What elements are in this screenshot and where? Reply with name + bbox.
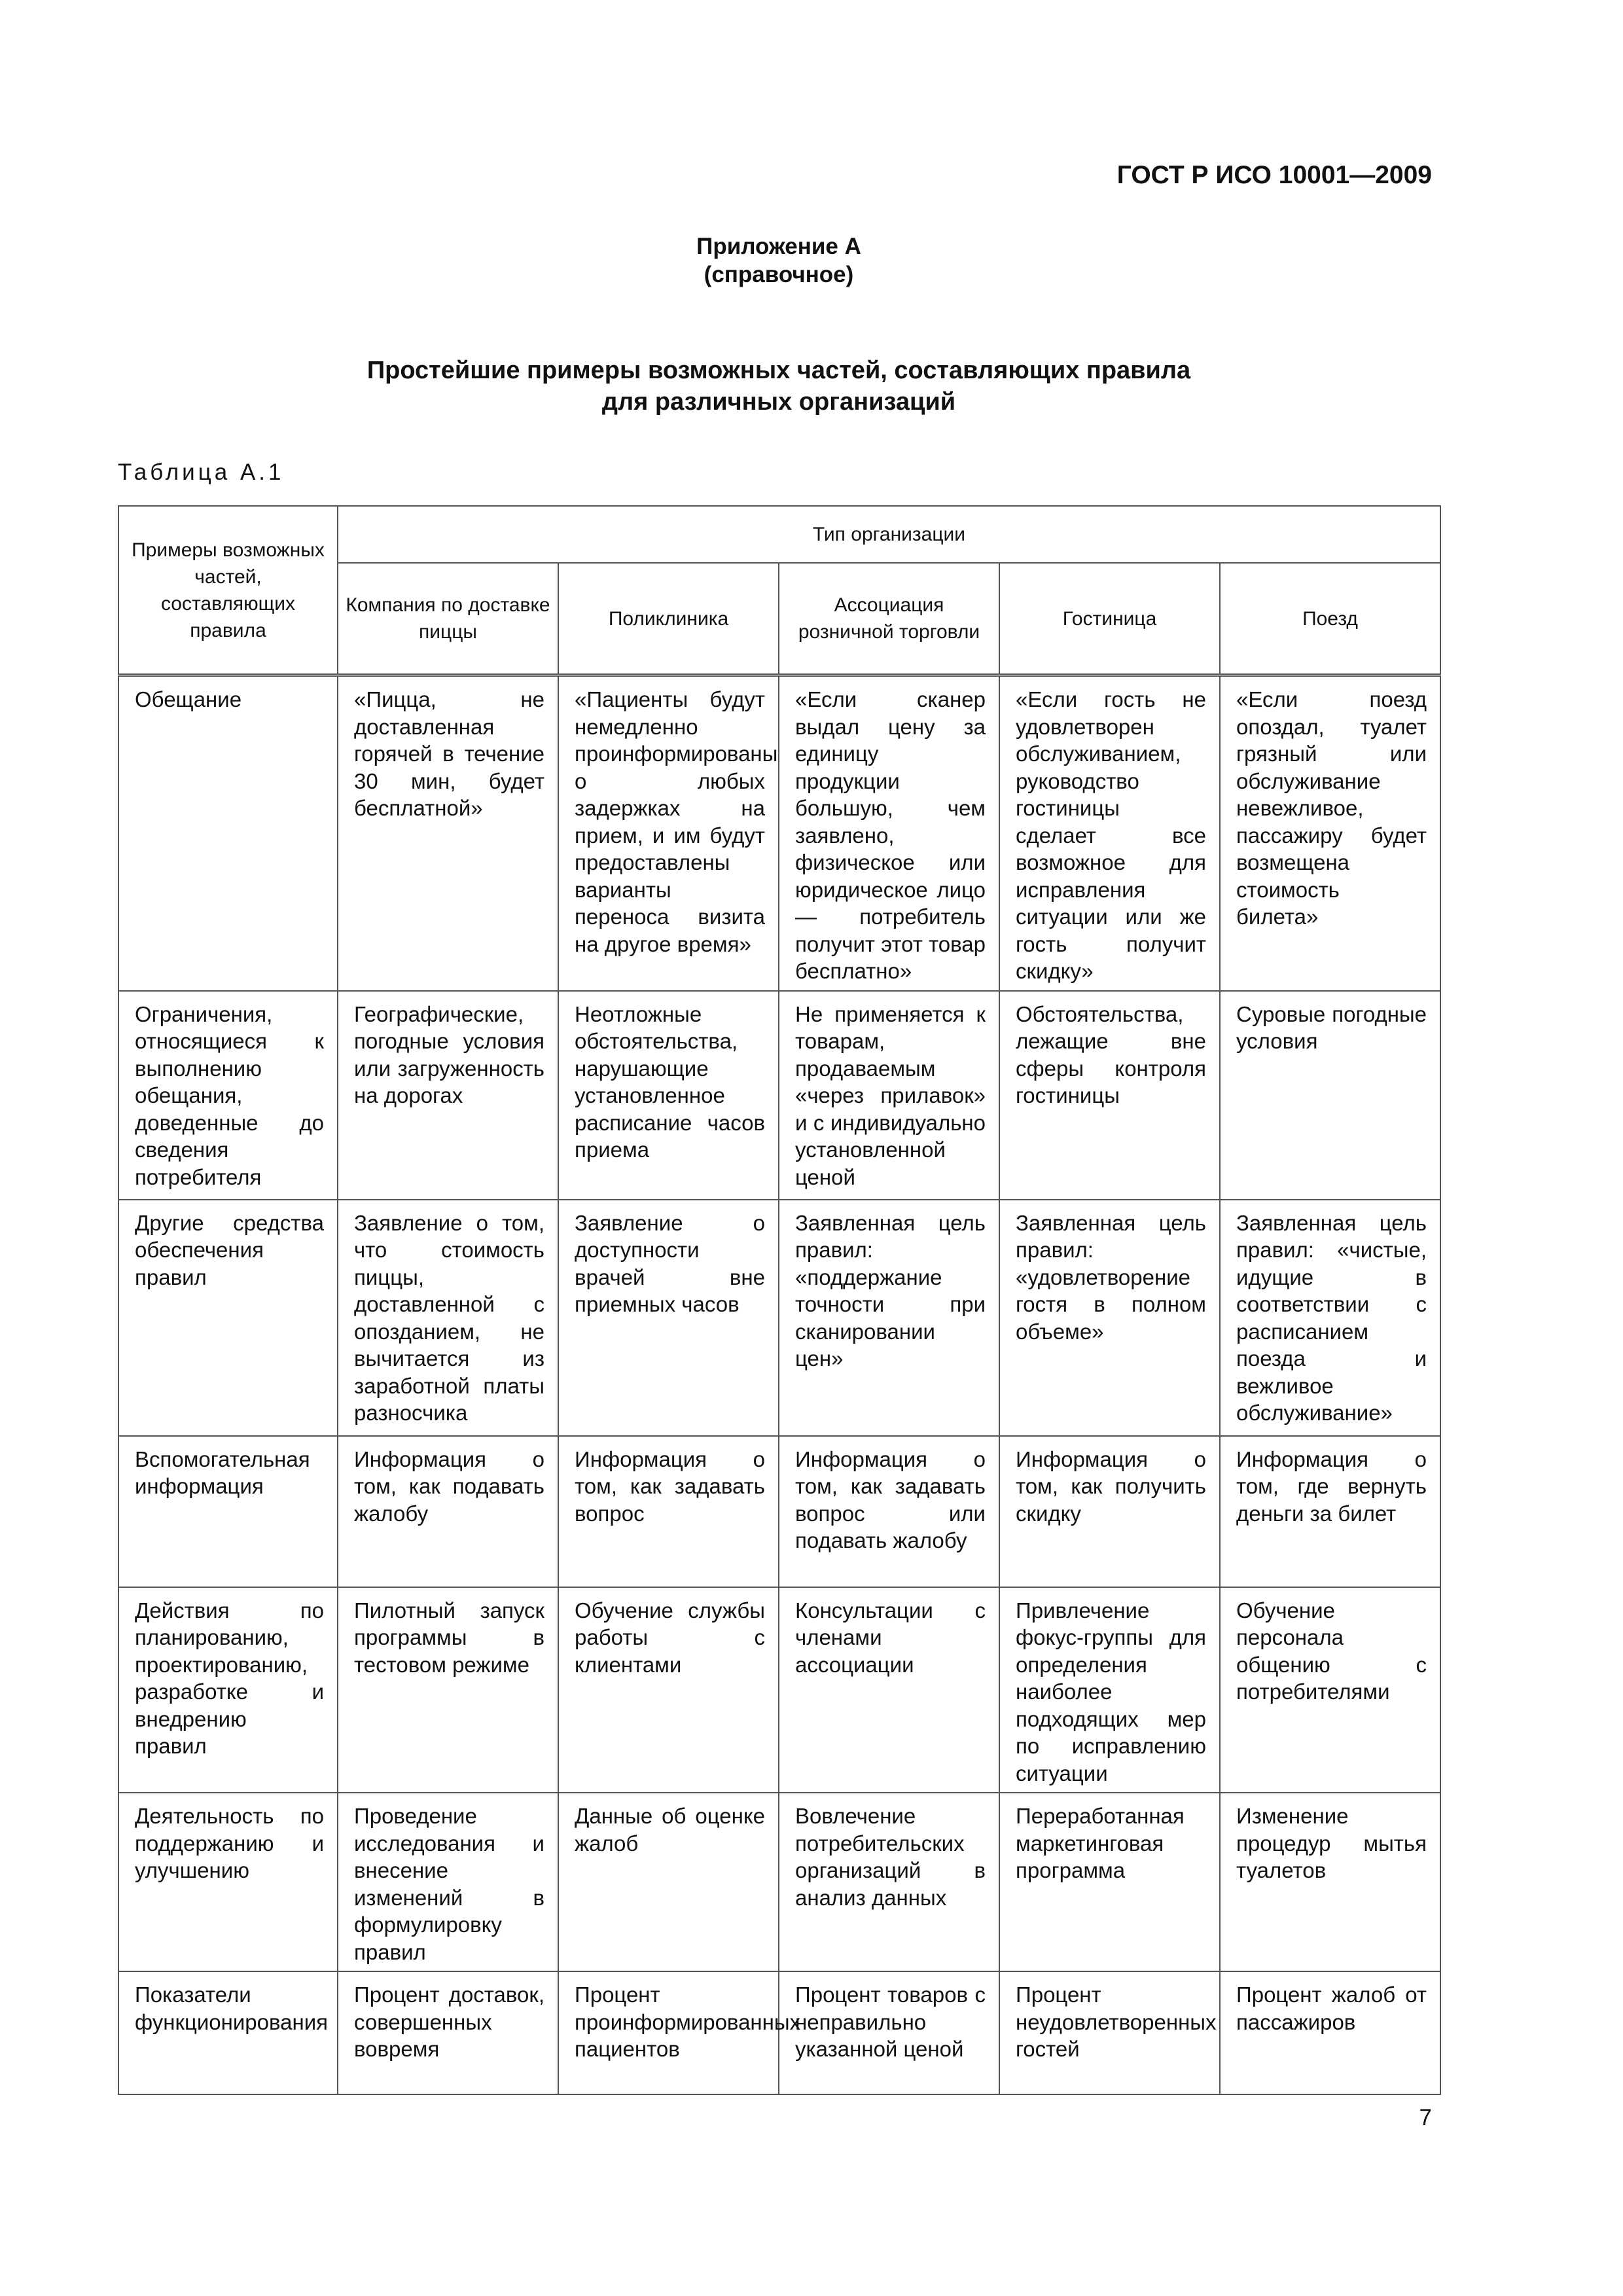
organization-rules-table bbox=[118, 505, 1441, 2095]
table-cell: Географические, погодные условия или загруженность на дорогах bbox=[338, 991, 558, 1200]
table-cell: Информация о том, как получить скидку bbox=[999, 1436, 1220, 1587]
table-row bbox=[118, 675, 1440, 991]
table-cell: Заявленная цель правил: «удовлетворение гостя в полном объеме» bbox=[999, 1200, 1220, 1436]
table-row bbox=[118, 1971, 1440, 2094]
table-cell: «Если поезд опоздал, туалет грязный или обслуживание невежливое, пассажиру будет возмещена стоимость билета» bbox=[1220, 675, 1440, 991]
table-cell: Заявление о доступности врачей вне приемных часов bbox=[558, 1200, 779, 1436]
table-cell: «Пациенты будут немедленно проинформированы о любых задержках на прием, и им будут предоставлены варианты переноса визита на другое время» bbox=[558, 675, 779, 991]
table-cell: Привлечение фокус-группы для определения наиболее подходящих мер по исправлению ситуации bbox=[999, 1587, 1220, 1793]
table-cell: Процент товаров с неправильно указанной ценой bbox=[779, 1971, 999, 2094]
row-header-cell: Примеры возможных частей, составляющих правила bbox=[118, 506, 338, 675]
row-label: Другие средства обеспечения правил bbox=[118, 1200, 338, 1436]
table-row bbox=[118, 1587, 1440, 1793]
column-header-hotel: Гостиница bbox=[999, 563, 1220, 675]
table-row bbox=[118, 1436, 1440, 1587]
table-cell: Не применяется к товарам, продаваемым «через прилавок» и с индивидуально установленной ценой bbox=[779, 991, 999, 1200]
table-cell: Проведение исследования и внесение изменений в формулировку правил bbox=[338, 1793, 558, 1971]
table-cell: Заявленная цель правил: «поддержание точности при сканировании цен» bbox=[779, 1200, 999, 1436]
table-cell: Информация о том, как подавать жалобу bbox=[338, 1436, 558, 1587]
table-cell: Заявленная цель правил: «чистые, идущие в соответствии с расписанием поезда и вежливое обслуживание» bbox=[1220, 1200, 1440, 1436]
table-cell: Данные об оценке жалоб bbox=[558, 1793, 779, 1971]
table-row bbox=[118, 991, 1440, 1200]
annex-heading-line-1: Простейшие примеры возможных частей, составляющих правила bbox=[366, 357, 1191, 384]
column-header-pizza-delivery: Компания по доставке пиццы bbox=[338, 563, 558, 675]
table-cell: «Если гость не удовлетворен обслуживанием, руководство гостиницы сделает все возможное для исправления ситуации или же гость получит скидку» bbox=[999, 675, 1220, 991]
table-cell: «Если сканер выдал цену за единицу продукции большую, чем заявлено, физическое или юридическое лицо — потребитель получит этот товар бесплатно» bbox=[779, 675, 999, 991]
column-header-train: Поезд bbox=[1220, 563, 1440, 675]
table-cell: Процент неудовлетворенных гостей bbox=[999, 1971, 1220, 2094]
table-cell: Обучение службы работы с клиентами bbox=[558, 1587, 779, 1793]
table-cell: Вовлечение потребительских организаций в анализ данных bbox=[779, 1793, 999, 1971]
row-label: Показатели функционирования bbox=[118, 1971, 338, 2094]
row-label: Деятельность по поддержанию и улучшению bbox=[118, 1793, 338, 1971]
column-header-clinic: Поликлиника bbox=[558, 563, 779, 675]
row-label: Вспомогательная информация bbox=[118, 1436, 338, 1587]
table-cell: Информация о том, как задавать вопрос bbox=[558, 1436, 779, 1587]
table-cell: Заявление о том, что стоимость пиццы, доставленной с опозданием, не вычитается из заработной платы разносчика bbox=[338, 1200, 558, 1436]
table-cell: Информация о том, где вернуть деньги за билет bbox=[1220, 1436, 1440, 1587]
annex-heading-line-2: для различных организаций bbox=[601, 388, 956, 416]
annex-heading bbox=[262, 355, 1296, 418]
table-cell: Переработанная маркетинговая программа bbox=[999, 1793, 1220, 1971]
table-cell: Обстоятельства, лежащие вне сферы контроля гостиницы bbox=[999, 991, 1220, 1200]
table-cell: Консультации с членами ассоциации bbox=[779, 1587, 999, 1793]
row-label: Обещание bbox=[118, 675, 338, 991]
table-row bbox=[118, 1793, 1440, 1971]
page-number: 7 bbox=[1419, 2105, 1432, 2130]
annex-kind: (справочное) bbox=[704, 262, 854, 287]
organization-type-header: Тип организации bbox=[338, 506, 1440, 563]
table-cell: «Пицца, не доставленная горячей в течение 30 мин, будет бесплатной» bbox=[338, 675, 558, 991]
row-label: Ограничения, относящиеся к выполнению обещания, доведенные до сведения потребителя bbox=[118, 991, 338, 1200]
table-cell: Изменение процедур мытья туалетов bbox=[1220, 1793, 1440, 1971]
annex-title: Приложение А bbox=[696, 234, 861, 259]
table-header-row bbox=[118, 506, 1440, 563]
table-cell: Информация о том, как задавать вопрос или подавать жалобу bbox=[779, 1436, 999, 1587]
table-row bbox=[118, 1200, 1440, 1436]
column-header-retail-association: Ассоциация розничной торговли bbox=[779, 563, 999, 675]
table-cell: Пилотный запуск программы в тестовом режиме bbox=[338, 1587, 558, 1793]
table-cell: Обучение персонала общению с потребителями bbox=[1220, 1587, 1440, 1793]
row-label: Действия по планированию, проектированию, разработке и внедрению правил bbox=[118, 1587, 338, 1793]
document-code: ГОСТ Р ИСО 10001—2009 bbox=[1116, 161, 1432, 189]
table-cell: Суровые погодные условия bbox=[1220, 991, 1440, 1200]
table-cell: Процент проинформированных пациентов bbox=[558, 1971, 779, 2094]
table-cell: Процент жалоб от пассажиров bbox=[1220, 1971, 1440, 2094]
table-cell: Неотложные обстоятельства, нарушающие установленное расписание часов приема bbox=[558, 991, 779, 1200]
table-cell: Процент доставок, совершенных вовремя bbox=[338, 1971, 558, 2094]
table-caption: Таблица А.1 bbox=[118, 459, 285, 485]
